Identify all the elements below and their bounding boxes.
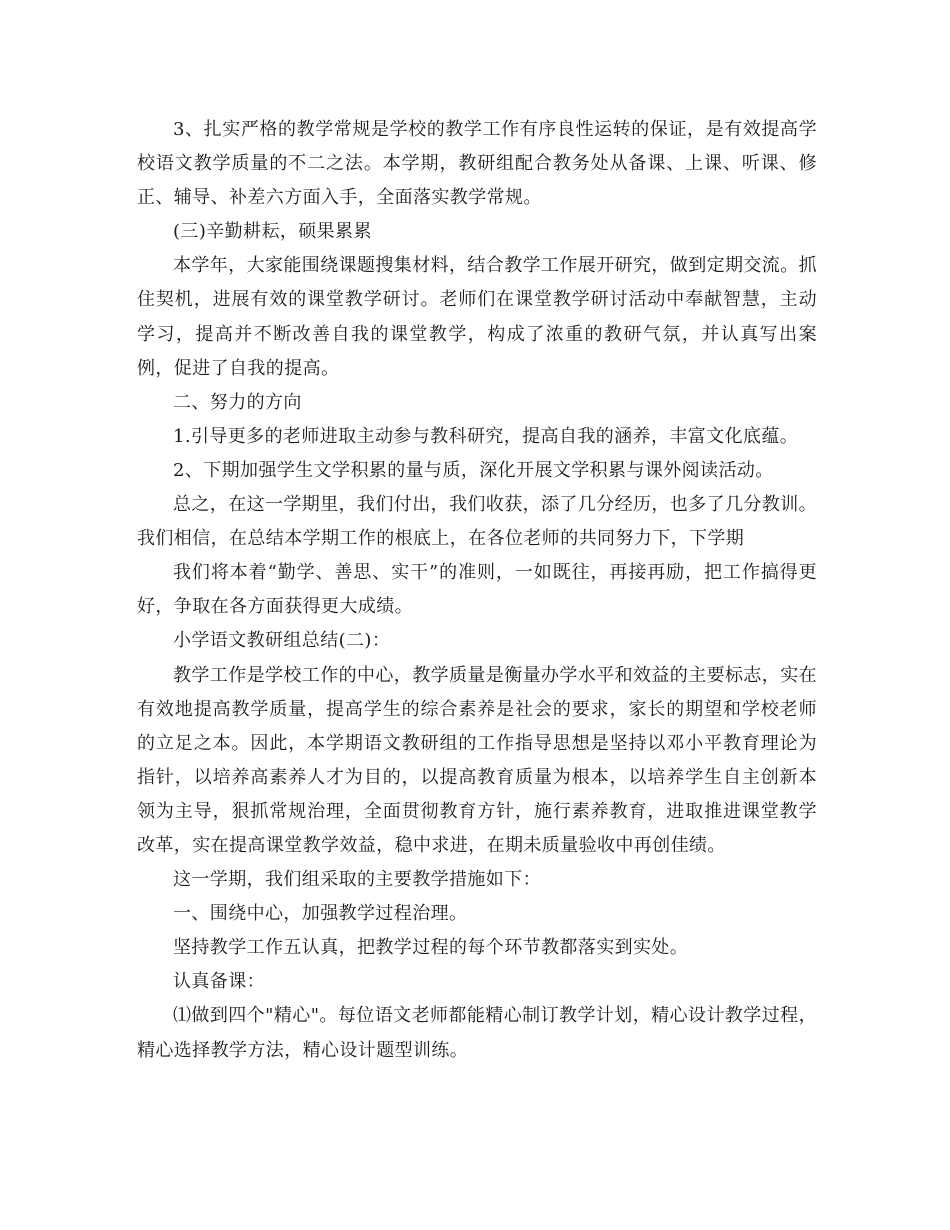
- paragraph-direction-2: 2、下期加强学生文学积累的量与质，深化开展文学积累与课外阅读活动。: [173, 459, 774, 481]
- heading-summary-two: 小学语文教研组总结(二)：: [173, 630, 391, 652]
- heading-hard-work: (三)辛勤耕耘，硕果累累: [173, 221, 372, 243]
- paragraph-routine: 3、扎实严格的教学常规是学校的教学工作有序良性运转的保证，是有效提高学校语文教学质量的不二之法。本学期，教研组配合教务处从备课、上课、听课、修正、辅导、补差六方面入手，全面落实教学常规。: [137, 119, 817, 209]
- paragraph-principle: 我们将本着“勤学、善思、实干”的准则，一如既往，再接再励，把工作搞得更好，争取在各方面获得更大成绩。: [137, 562, 817, 618]
- document-body: [137, 113, 817, 1068]
- paragraph-research: 本学年，大家能围绕课题搜集材料，结合教学工作展开研究，做到定期交流。抓住契机，进展有效的课堂教学研讨。老师们在课堂教学研讨活动中奉献智慧，主动学习，提高并不断改善自我的课堂教学，构成了浓重的教研气氛，并认真写出案例，促进了自我的提高。: [137, 255, 817, 379]
- heading-direction: 二、努力的方向: [173, 391, 302, 413]
- paragraph-measures-intro: 这一学期，我们组采取的主要教学措施如下：: [173, 869, 541, 891]
- paragraph-teaching-center: 教学工作是学校工作的中心，教学质量是衡量办学水平和效益的主要标志，实在有效地提高教学质量，提高学生的综合素养是社会的要求，家长的期望和学校老师的立足之本。因此，本学期语文教研组的工作指导思想是坚持以邓小平教育理论为指针，以培养高素养人才为目的，以提高教育质量为根本，以培养学生自主创新本领为主导，狠抓常规治理，全面贯彻教育方针，施行素养教育，进取推进课堂教学改革，实在提高课堂教学效益，稳中求进，在期未质量验收中再创佳绩。: [137, 664, 817, 856]
- paragraph-five-earnest: 坚持教学工作五认真，把教学过程的每个环节教都落实到实处。: [173, 937, 689, 959]
- paragraph-four-careful: ⑴做到四个"精心"。每位语文老师都能精心制订教学计划，精心设计教学过程，精心选择教学方法，精心设计题型训练。: [137, 1005, 817, 1061]
- heading-process: 一、围绕中心，加强教学过程治理。: [173, 903, 468, 925]
- heading-preparation: 认真备课：: [173, 971, 265, 993]
- paragraph-summary: 总之，在这一学期里，我们付出，我们收获，添了几分经历，也多了几分教训。我们相信，在总结本学期工作的根底上，在各位老师的共同努力下，下学期: [137, 494, 817, 550]
- paragraph-direction-1: 1.引导更多的老师进取主动参与教科研究，提高自我的涵养，丰富文化底蕴。: [173, 425, 799, 447]
